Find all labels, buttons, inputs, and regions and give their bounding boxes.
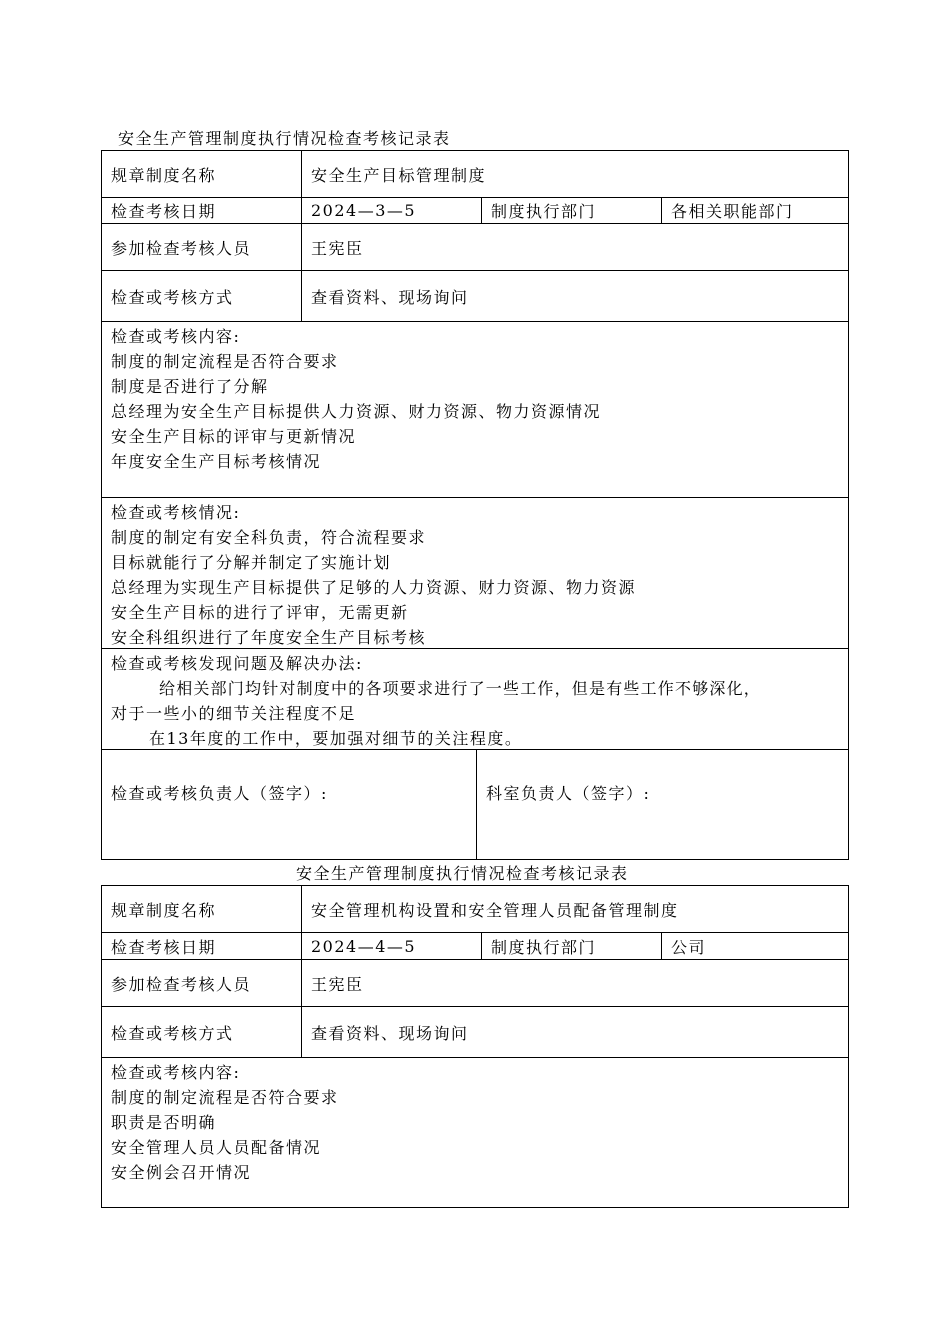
- divider: [661, 197, 662, 223]
- form2-dept-value: 公司: [671, 937, 707, 957]
- form2-content-item: 安全管理人员人员配备情况: [111, 1138, 322, 1157]
- divider: [481, 932, 482, 959]
- form2-date-label: 检查考核日期: [111, 937, 217, 957]
- form1-problems-text: 给相关部门均针对制度中的各项要求进行了一些工作，但是有些工作不够深化，: [159, 679, 762, 698]
- form1-problems-text: 对于一些小的细节关注程度不足: [111, 704, 357, 723]
- form1-content-item: 安全生产目标的评审与更新情况: [111, 427, 357, 446]
- form1-method-label: 检查或考核方式: [111, 287, 234, 307]
- form1-people-label: 参加检查考核人员: [111, 238, 252, 258]
- form1-name-value: 安全生产目标管理制度: [311, 165, 487, 185]
- form1-situation-item: 安全生产目标的进行了评审，无需更新: [111, 603, 409, 622]
- form2-people-value: 王宪臣: [311, 974, 364, 994]
- form1-dept-value: 各相关职能部门: [671, 202, 794, 221]
- form2-dept-label: 制度执行部门: [491, 937, 597, 957]
- form2-content-section: [102, 1058, 848, 1208]
- form2-name-label: 规章制度名称: [111, 900, 217, 920]
- form1-table: [101, 150, 849, 860]
- form1-problems-text: 在13年度的工作中，要加强对细节的关注程度。: [149, 729, 523, 748]
- form1-situation-section: [102, 498, 848, 648]
- form2-content-item: 制度的制定流程是否符合要求: [111, 1088, 339, 1107]
- form1-problems-heading: 检查或考核发现问题及解决办法:: [111, 654, 363, 673]
- form1-situation-item: 安全科组织进行了年度安全生产目标考核: [111, 628, 427, 647]
- form1-date-value: 2024—3—5: [311, 201, 417, 220]
- form2-name-value: 安全管理机构设置和安全管理人员配备管理制度: [311, 900, 679, 920]
- divider: [301, 151, 302, 321]
- form2-method-value: 查看资料、现场询问: [311, 1023, 469, 1043]
- form1-section-head-signature: 科室负责人（签字）:: [486, 783, 651, 803]
- form2-content-item: 职责是否明确: [111, 1113, 217, 1132]
- divider: [481, 197, 482, 223]
- form1-inspector-signature: 检查或考核负责人（签字）:: [111, 783, 328, 803]
- form1-date-label: 检查考核日期: [111, 202, 217, 221]
- form2-content-heading: 检查或考核内容:: [111, 1063, 241, 1082]
- form1-title: 安全生产管理制度执行情况检查考核记录表: [118, 129, 451, 148]
- form1-situation-item: 总经理为实现生产目标提供了足够的人力资源、财力资源、物力资源: [111, 578, 637, 597]
- form1-content-item: 制度是否进行了分解: [111, 377, 269, 396]
- form2-table: [101, 885, 849, 1208]
- form1-content-heading: 检查或考核内容:: [111, 327, 241, 346]
- form1-situation-heading: 检查或考核情况:: [111, 503, 241, 522]
- form2-content-item: 安全例会召开情况: [111, 1163, 252, 1182]
- form2-method-label: 检查或考核方式: [111, 1023, 234, 1043]
- form1-situation-item: 目标就能行了分解并制定了实施计划: [111, 553, 392, 572]
- divider: [661, 932, 662, 959]
- form1-content-section: [102, 322, 848, 497]
- form1-content-item: 制度的制定流程是否符合要求: [111, 352, 339, 371]
- divider: [301, 886, 302, 1057]
- form1-name-label: 规章制度名称: [111, 165, 217, 185]
- form2-date-value: 2024—4—5: [311, 936, 417, 956]
- form2-people-label: 参加检查考核人员: [111, 974, 252, 994]
- form1-method-value: 查看资料、现场询问: [311, 287, 469, 307]
- form1-people-value: 王宪臣: [311, 238, 364, 258]
- form2-title: 安全生产管理制度执行情况检查考核记录表: [296, 864, 629, 883]
- form1-situation-item: 制度的制定有安全科负责，符合流程要求: [111, 528, 427, 547]
- form1-content-item: 总经理为安全生产目标提供人力资源、财力资源、物力资源情况: [111, 402, 602, 421]
- form1-problems-section: [102, 649, 848, 749]
- form1-content-item: 年度安全生产目标考核情况: [111, 452, 322, 471]
- form1-dept-label: 制度执行部门: [491, 202, 597, 221]
